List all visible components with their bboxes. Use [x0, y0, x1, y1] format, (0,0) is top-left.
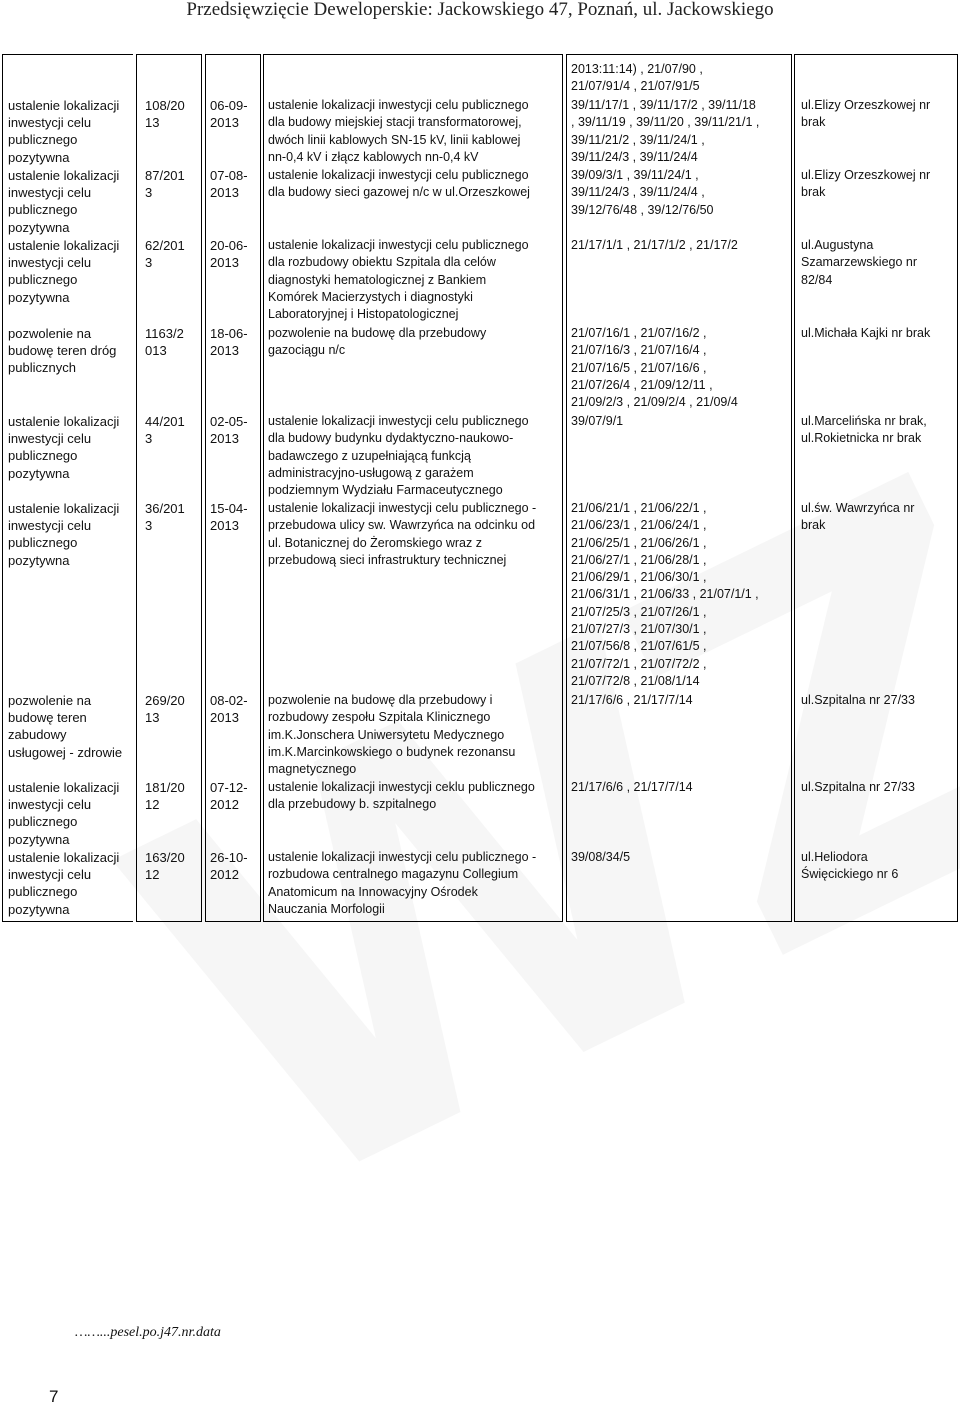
row-number: 163/20 12 — [145, 850, 185, 883]
row-description: ustalenie lokalizacji inwestycji celu publicznego dla rozbudowy obiektu Szpitala dla celów diagnostyki hematologicznej z Bankiem Komórek Macierzystych i diagnostyki Laboratoryjnej i Histopatologicznej — [268, 238, 529, 322]
row-description: ustalenie lokalizacji inwestycji celu publicznego - rozbudowa centralnego magazynu Collegium Anatomicum na Innowacyjny Ośrodek Nauczania Morfologii — [268, 850, 537, 916]
row-parcels: 21/17/6/6 , 21/17/7/14 — [571, 780, 693, 794]
row-type: ustalenie lokalizacji inwestycji celu publicznego pozytywna — [8, 414, 120, 481]
row-date: 07-08- 2013 — [210, 168, 248, 201]
row-type: ustalenie lokalizacji inwestycji celu publicznego pozytywna — [8, 850, 120, 917]
row-date: 20-06- 2013 — [210, 238, 248, 271]
row-date: 15-04- 2013 — [210, 501, 248, 534]
row-number: 36/201 3 — [145, 501, 185, 534]
row-parcels: 21/17/6/6 , 21/17/7/14 — [571, 693, 693, 707]
row-date: 26-10- 2012 — [210, 850, 248, 883]
carry-over-parcels: 2013:11:14) , 21/07/90 , 21/07/91/4 , 21/07/91/5 — [571, 62, 703, 94]
row-parcels: 21/17/1/1 , 21/17/1/2 , 21/17/2 — [571, 238, 738, 252]
row-date: 06-09- 2013 — [210, 98, 248, 131]
row-description: ustalenie lokalizacji inwestycji ceklu publicznego dla przebudowy b. szpitalnego — [268, 780, 535, 812]
row-parcels: 39/11/17/1 , 39/11/17/2 , 39/11/18 , 39/11/19 , 39/11/20 , 39/11/21/1 , 39/11/21/2 , 39/11/24/1 , 39/11/24/3 , 39/11/24/4 — [571, 98, 760, 164]
row-number: 87/201 3 — [145, 168, 185, 201]
row-description: ustalenie lokalizacji inwestycji celu publicznego dla budowy miejskiej stacji transformatorowej, dwóch linii kablowych SN-15 kV, linii kablowej nn-0,4 kV i złącz kablowych nn-0,4 kV — [268, 98, 529, 164]
row-number: 269/20 13 — [145, 693, 185, 726]
row-description: ustalenie lokalizacji inwestycji celu publicznego - przebudowa ulicy sw. Wawrzyńca na odcinku od ul. Botanicznej do Żeromskiego wraz z przebudową sieci infrastruktury technicznej — [268, 501, 537, 567]
row-type: ustalenie lokalizacji inwestycji celu publicznego pozytywna — [8, 168, 120, 235]
row-parcels: 39/07/9/1 — [571, 414, 624, 428]
row-number: 181/20 12 — [145, 780, 185, 813]
row-parcels: 21/07/16/1 , 21/07/16/2 , 21/07/16/3 , 21/07/16/4 , 21/07/16/5 , 21/07/16/6 , 21/07/26/4 , 21/09/12/11 , 21/09/2/3 , 21/09/2/4 , 21/09/4 — [571, 326, 738, 410]
row-number: 62/201 3 — [145, 238, 185, 271]
row-description: ustalenie lokalizacji inwestycji celu publicznego dla budowy sieci gazowej n/c w ul.Orzeszkowej — [268, 168, 530, 200]
row-address: ul.Marcelińska nr brak, ul.Rokietnicka nr brak — [801, 414, 927, 446]
row-type: pozwolenie na budowę teren zabudowy usługowej - zdrowie — [8, 693, 123, 760]
row-parcels: 21/06/21/1 , 21/06/22/1 , 21/06/23/1 , 21/06/24/1 , 21/06/25/1 , 21/06/26/1 , 21/06/27/1 , 21/06/28/1 , 21/06/29/1 , 21/06/30/1 , 21/06/31/1 , 21/06/33 , 21/07/1/1 , 21/07/25/3 , 21/07/26/1 , 21/07/27/3 , 21/07/30/1 , 21/07/56/8 , 21/07/61/5 , 21/07/72/1 , 21/07/72/2 , 21/07/72/8 , 21/08/1/14 — [571, 501, 759, 688]
row-address: ul.św. Wawrzyńca nr brak — [801, 501, 915, 533]
row-type: pozwolenie na budowę teren dróg publicznych — [8, 326, 117, 376]
row-address: ul.Heliodora Święcickiego nr 6 — [801, 850, 899, 882]
row-description: pozwolenie na budowę dla przebudowy gazociągu n/c — [268, 326, 487, 358]
row-description: pozwolenie na budowę dla przebudowy i rozbudowy zespołu Szpitala Klinicznego im.K.Jonschera Uniwersytetu Medycznego im.K.Marcinkowskiego o budynek rezonansu magnetycznego — [268, 693, 516, 777]
row-type: ustalenie lokalizacji inwestycji celu publicznego pozytywna — [8, 501, 120, 568]
row-address: ul.Szpitalna nr 27/33 — [801, 780, 915, 794]
row-parcels: 39/08/34/5 — [571, 850, 631, 864]
footer-source: ……...pesel.po.j47.nr.data — [75, 1325, 221, 1340]
row-type: ustalenie lokalizacji inwestycji celu publicznego pozytywna — [8, 98, 120, 165]
row-address: ul.Elizy Orzeszkowej nr brak — [801, 168, 931, 200]
row-date: 08-02- 2013 — [210, 693, 248, 726]
row-type: ustalenie lokalizacji inwestycji celu publicznego pozytywna — [8, 238, 120, 305]
row-date: 02-05- 2013 — [210, 414, 248, 447]
row-number: 44/201 3 — [145, 414, 185, 447]
row-address: ul.Elizy Orzeszkowej nr brak — [801, 98, 931, 130]
row-parcels: 39/09/3/1 , 39/11/24/1 , 39/11/24/3 , 39/11/24/4 , 39/12/76/48 , 39/12/76/50 — [571, 168, 714, 217]
row-number: 1163/2 013 — [145, 326, 184, 359]
row-description: ustalenie lokalizacji inwestycji celu publicznego dla budowy budynku dydaktyczno-naukowo- badawczego z uzupełniającą funkcją administracyjno-usługową z garażem podziemnym Wydziału Farmaceutycznego — [268, 414, 529, 498]
document-header: Przedsięwzięcie Deweloperskie: Jackowskiego 47, Poznań, ul. Jackowskiego — [186, 0, 774, 20]
row-type: ustalenie lokalizacji inwestycji celu publicznego pozytywna — [8, 780, 120, 847]
row-date: 18-06- 2013 — [210, 326, 248, 359]
page-number: 7 — [49, 1387, 59, 1406]
row-number: 108/20 13 — [145, 98, 185, 131]
row-address: ul.Michała Kajki nr brak — [801, 326, 931, 340]
row-date: 07-12- 2012 — [210, 780, 248, 813]
row-address: ul.Augustyna Szamarzewskiego nr 82/84 — [801, 238, 918, 287]
row-address: ul.Szpitalna nr 27/33 — [801, 693, 915, 707]
